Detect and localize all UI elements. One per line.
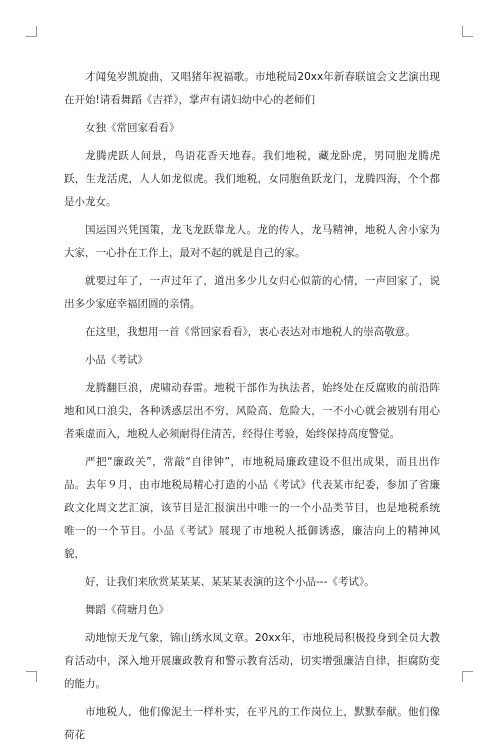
paragraph: 好，让我们来欣赏某某某、某某某表演的这个小品---《考试》。 [85,576,375,588]
crop-mark-top-right [462,26,473,37]
paragraph: 动地惊天龙气象，锦山绣水凤文章。20xx年，市地税局积极投身到全员大教育活动中，深入地开展廉政教育和警示教育活动，切实增强廉洁自律，拒腐防变的能力。 [64,632,440,690]
paragraph: 龙腾虎跃人间景，鸟语花香天地春。我们地税，藏龙卧虎，男同胞龙腾虎跃，生龙活虎，人人如龙似虎。我们地税，女同胞鱼跃龙门，龙腾四海，个个都是小龙女。 [64,150,440,208]
crop-mark-bottom-right [462,671,473,682]
crop-mark-bottom-left [26,671,37,682]
paragraph: 就要过年了，一声过年了，道出多少儿女归心似箭的心情，一声回家了，说出多少家庭幸福团圆的亲情。 [64,275,440,310]
paragraph: 才闻兔岁凯旋曲，又唱猪年祝福歌。市地税局20xx年新春联谊会文艺演出现在开始!请看舞蹈《吉祥》，掌声有请妇幼中心的老师们 [64,71,440,106]
paragraph: 在这里，我想用一首《常回家看看》，衷心表达对市地税人的崇高敬意。 [85,326,416,338]
document-body [64,66,440,752]
paragraph: 国运国兴凭国策，龙飞龙跃靠龙人。龙的传人，龙马精神，地税人舍小家为大家，一心扑在工作上，最对不起的就是自己的家。 [64,224,440,259]
paragraph: 严把“廉政关”，常敲“自律钟”，市地税局廉政建设不但出成果，而且出作品。去年９月，由市地税局精心打造的小品《考试》代表某市纪委，参加了省廉政文化周文艺汇演，该节目是汇报演出中唯一的一个小品类节目，也是地税系统唯一的一个节目。小品《考试》展现了市地税人抵御诱惑，廉洁向上的精神风貌， [64,456,440,560]
paragraph: 市地税人，他们像泥土一样朴实，在平凡的工作岗位上，默默奉献。他们像荷花 [64,706,440,741]
crop-mark-top-left [26,26,37,37]
section-heading: 小品《考试》 [85,354,148,366]
section-heading: 女独《常回家看看》 [85,122,180,134]
paragraph: 龙腾翻巨浪，虎啸动春雷。地税干部作为执法者，始终处在反腐败的前沿阵地和风口浪尖，各种诱惑层出不穷，风险高、危险大，一不小心就会被别有用心者乘虚而入，地税人必须耐得住清苦，经得住考验，始终保持高度警觉。 [64,382,440,440]
section-heading: 舞蹈《荷塘月色》 [85,604,169,616]
